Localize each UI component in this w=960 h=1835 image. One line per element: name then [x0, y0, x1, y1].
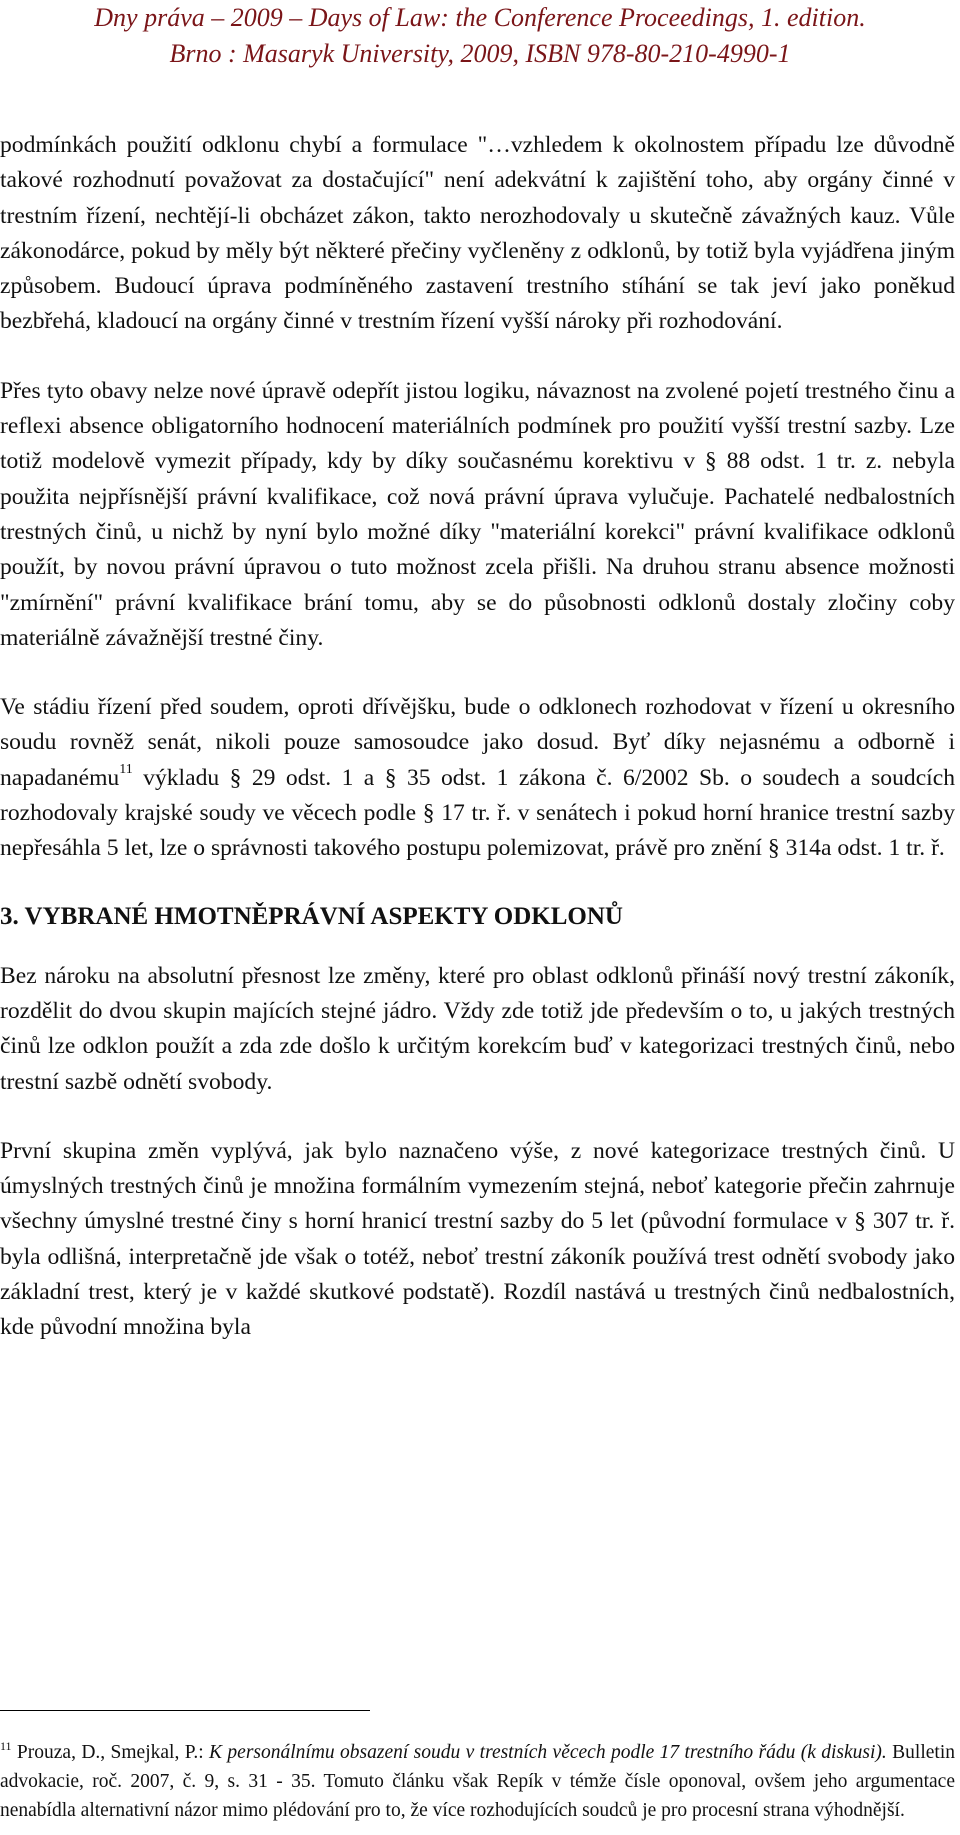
- paragraph-3: [0, 690, 955, 866]
- running-header: [0, 0, 960, 72]
- section-heading: 3. VYBRANÉ HMOTNĚPRÁVNÍ ASPEKTY ODKLONŮ: [0, 902, 623, 930]
- footnote-rest: Bulletin advokacie, roč. 2007, č. 9, s. 31 - 35. Tomuto článku však Repík v témže čísle oponoval, ovšem jeho argumentace nenabídla alternativní názor mimo plédování pro to, že více rozhodujících soudců je pro procesní strana výhodnější.: [0, 1742, 955, 1821]
- paragraph-1: podmínkách použití odklonu chybí a formulace "…vzhledem k okolnostem případu lze důvodně takové rozhodnutí považovat za dostačující" není adekvátní k zajištění toho, aby orgány činné v trestním řízení, nechtějí-li obcházet zákon, takto nerozhodovaly u skutečně závažných kauz. Vůle zákonodárce, pokud by měly být některé přečiny vyčleněny z odklonů, by totiž byla vyjádřena jiným způsobem. Budoucí úprava podmíněného zastavení trestního stíhání se tak jeví jako poněkud bezbřehá, kladoucí na orgány činné v trestním řízení vyšší nároky při rozhodování.: [0, 132, 955, 335]
- paragraph-2: Přes tyto obavy nelze nové úpravě odepřít jistou logiku, návaznost na zvolené pojetí trestného činu a reflexi absence obligatorního hodnocení materiálních podmínek pro použití vyšší trestní sazby. Lze totiž modelově vymezit případy, kdy by díky současnému korektivu v § 88 odst. 1 tr. z. nebyla použita nejpřísnější právní kvalifikace, což nová právní úprava vylučuje. Pachatelé nedbalostních trestných činů, u nichž by nyní bylo možné díky "materiální korekci" právní kvalifikace odklonů použít, by novou právní úpravou o tuto možnost zcela přišli. Na druhou stranu absence možnosti "zmírnění" právní kvalifikace brání tomu, aby se do působnosti odklonů dostaly zločiny coby materiálně závažnější trestné činy.: [0, 377, 955, 651]
- paragraph-5: První skupina změn vyplývá, jak bylo naznačeno výše, z nové kategorizace trestných činů. U úmyslných trestných činů je množina formálním vymezením stejná, neboť kategorie přečin zahrnuje všechny úmyslné trestné činy s horní hranicí trestní sazby do 5 let (původní formulace v § 307 tr. ř. byla odlišná, interpretačně jde však o totéž, neboť trestní zákoník používá trest odnětí svobody jako základní trest, který je v každé skutkové podstatě). Rozdíl nastává u trestných činů nedbalostních, kde původní množina byla: [0, 1137, 955, 1341]
- footnote-ref-11[interactable]: 11: [119, 761, 133, 777]
- paragraph-3-part-1: Ve stádiu řízení před soudem, oproti dřívějšku, bude o odklonech rozhodovat v řízení u okresního soudu rovněž senát, nikoli pouze samosoudce jako dosud. Byť díky nejasnému a odborně i napadanému: [0, 694, 955, 791]
- footnote-11: [0, 1738, 955, 1825]
- header-line-2: Brno : Masaryk University, 2009, ISBN 978-80-210-4990-1: [169, 39, 791, 68]
- footnote-separator: [0, 1710, 370, 1711]
- footnote-authors: Prouza, D., Smejkal, P.:: [11, 1742, 210, 1763]
- header-line-1: Dny práva – 2009 – Days of Law: the Conference Proceedings, 1. edition.: [94, 3, 866, 32]
- paragraph-3-part-2: výkladu § 29 odst. 1 a § 35 odst. 1 zákona č. 6/2002 Sb. o soudech a soudcích rozhodovaly krajské soudy ve věcech podle § 17 tr. ř. v senátech i pokud horní hranice trestní sazby nepřesáhla 5 let, lze o správnosti takového postupu polemizovat, právě pro znění § 314a odst. 1 tr. ř.: [0, 764, 955, 862]
- footnote-title: K personálnímu obsazení soudu v trestních věcech podle 17 trestního řádu (k diskusi).: [209, 1742, 887, 1763]
- page-body: [0, 128, 955, 1346]
- footnote-number: 11: [0, 1739, 12, 1753]
- paragraph-4: Bez nároku na absolutní přesnost lze změny, které pro oblast odklonů přináší nový trestní zákoník, rozdělit do dvou skupin majících stejné jádro. Vždy zde totiž jde především o to, u jakých trestných činů lze odklon použít a zda zde došlo k určitým korekcím buď v kategorizaci trestných činů, nebo trestní sazbě odnětí svobody.: [0, 962, 955, 1095]
